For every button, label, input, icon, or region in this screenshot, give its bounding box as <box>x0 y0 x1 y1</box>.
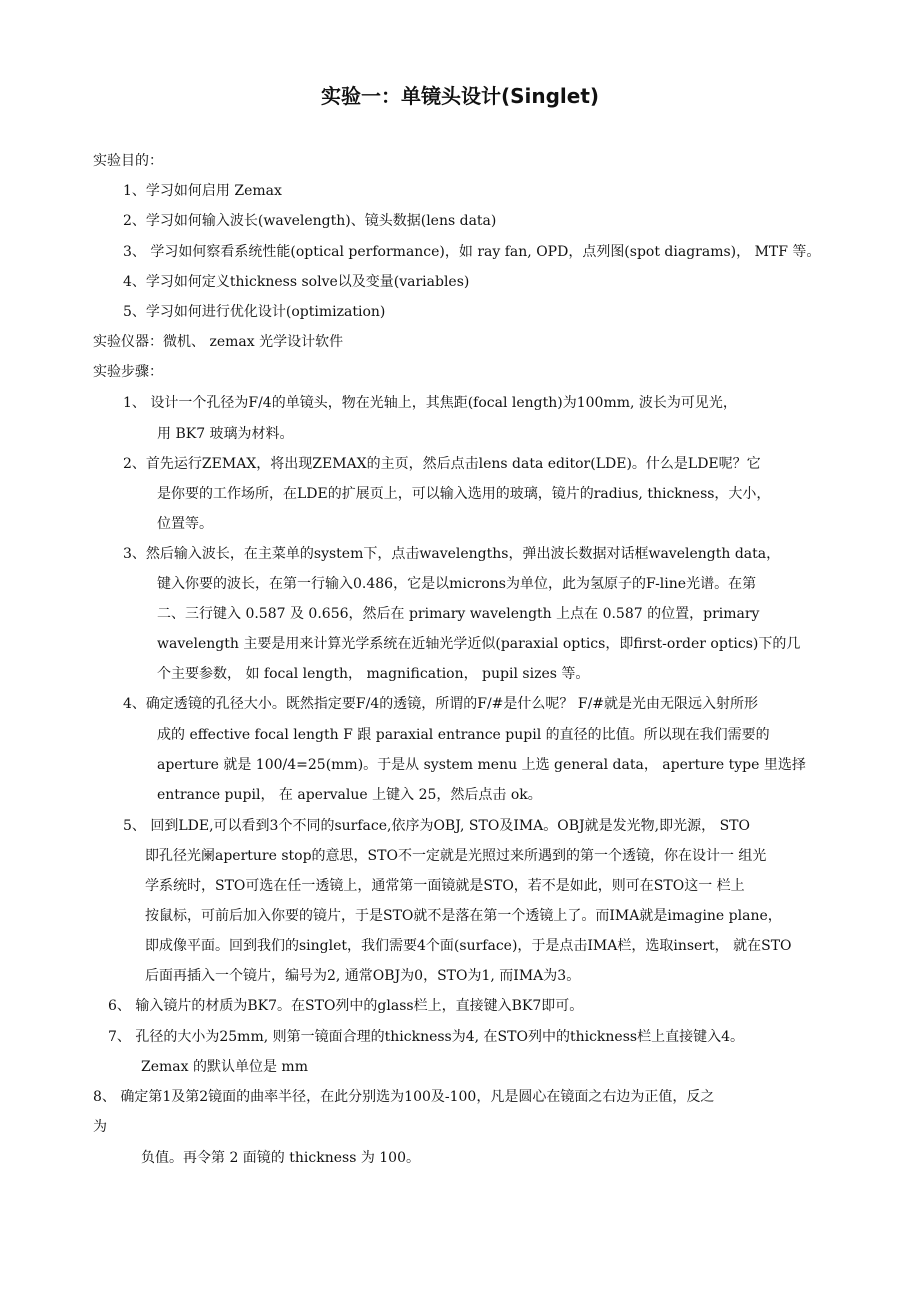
step-8-line: 负值。再令第 2 面镜的 thickness 为 100。 <box>141 1150 420 1166</box>
step-3-line: 二、三行键入 0.587 及 0.656，然后在 primary wavelength 上点在 0.587 的位置，primary <box>157 606 760 622</box>
step-4-line: aperture 就是 100/4=25(mm)。于是从 system menu 上选 general data， aperture type 里选择 <box>157 757 806 773</box>
step-1-line: 用 BK7 玻璃为材料。 <box>157 426 294 442</box>
step-5-line: 学系统时，STO可选在任一透镜上，通常第一面镜就是STO，若不是如此，则可在STO这一 栏上 <box>145 878 745 894</box>
step-4-line: 成的 effective focal length F 跟 paraxial entrance pupil 的直径的比值。所以现在我们需要的 <box>157 727 770 743</box>
step-5-line: 5、 回到LDE,可以看到3个不同的surface,依序为OBJ, STO及IMA。OBJ就是发光物,即光源， STO <box>123 818 750 834</box>
step-4-line: entrance pupil， 在 apervalue 上键入 25，然后点击 ok。 <box>157 787 542 803</box>
steps-heading: 实验步骤： <box>93 364 163 380</box>
step-7-line: Zemax 的默认单位是 mm <box>141 1059 308 1075</box>
step-8-line: 8、 确定第1及第2镜面的曲率半径，在此分别选为100及-100，凡是圆心在镜面之右边为正值，反之 <box>93 1089 715 1105</box>
step-8-line: 为 <box>93 1119 107 1135</box>
purpose-item: 5、学习如何进行优化设计(optimization) <box>123 304 386 320</box>
step-7-line: 7、 孔径的大小为25mm, 则第一镜面合理的thickness为4, 在STO列中的thickness栏上直接键入4。 <box>108 1029 744 1045</box>
step-3-line: 3、然后输入波长，在主菜单的system下，点击wavelengths，弹出波长数据对话框wavelength data， <box>123 546 781 562</box>
step-3-line: wavelength 主要是用来计算光学系统在近轴光学近似(paraxial optics，即first-order optics)下的几 <box>157 636 801 652</box>
step-2-line: 2、首先运行ZEMAX，将出现ZEMAX的主页，然后点击lens data editor(LDE)。什么是LDE呢？它 <box>123 456 761 472</box>
step-4-line: 4、确定透镜的孔径大小。既然指定要F/4的透镜，所谓的F/#是什么呢？ F/#就是光由无限远入射所形 <box>123 696 759 712</box>
step-5-line: 即成像平面。回到我们的singlet，我们需要4个面(surface)，于是点击IMA栏，选取insert， 就在STO <box>145 938 792 954</box>
step-2-line: 是你要的工作场所，在LDE的扩展页上，可以输入选用的玻璃，镜片的radius, thickness，大小， <box>157 486 771 502</box>
purpose-item: 2、学习如何输入波长(wavelength)、镜头数据(lens data) <box>123 213 497 229</box>
purpose-item: 4、学习如何定义thickness solve以及变量(variables) <box>123 274 470 290</box>
purpose-item: 1、学习如何启用 Zemax <box>123 183 282 199</box>
step-3-line: 键入你要的波长，在第一行输入0.486，它是以microns为单位，此为氢原子的F-line光谱。在第 <box>157 576 757 592</box>
step-5-line: 即孔径光阑aperture stop的意思，STO不一定就是光照过来所遇到的第一个透镜，你在设计一 组光 <box>145 848 767 864</box>
step-3-line: 个主要参数， 如 focal length， magnification， pupil sizes 等。 <box>157 666 590 682</box>
step-5-line: 后面再插入一个镜片，编号为2, 通常OBJ为0，STO为1, 而IMA为3。 <box>145 968 581 984</box>
step-6-line: 6、 输入镜片的材质为BK7。在STO列中的glass栏上，直接键入BK7即可。 <box>108 998 584 1014</box>
purpose-heading: 实验目的： <box>93 153 163 169</box>
purpose-item: 3、 学习如何察看系统性能(optical performance)，如 ray fan, OPD，点列图(spot diagrams)， MTF 等。 <box>123 244 821 260</box>
document-title: 实验一：单镜头设计(Singlet) <box>320 84 600 108</box>
step-1-line: 1、 设计一个孔径为F/4的单镜头，物在光轴上，其焦距(focal length)为100mm, 波长为可见光， <box>123 395 737 411</box>
step-5-line: 按鼠标，可前后加入你要的镜片，于是STO就不是落在第一个透镜上了。而IMA就是imagine plane， <box>145 908 782 924</box>
instrument-line: 实验仪器：微机、 zemax 光学设计软件 <box>93 334 344 350</box>
step-2-line: 位置等。 <box>157 516 213 532</box>
